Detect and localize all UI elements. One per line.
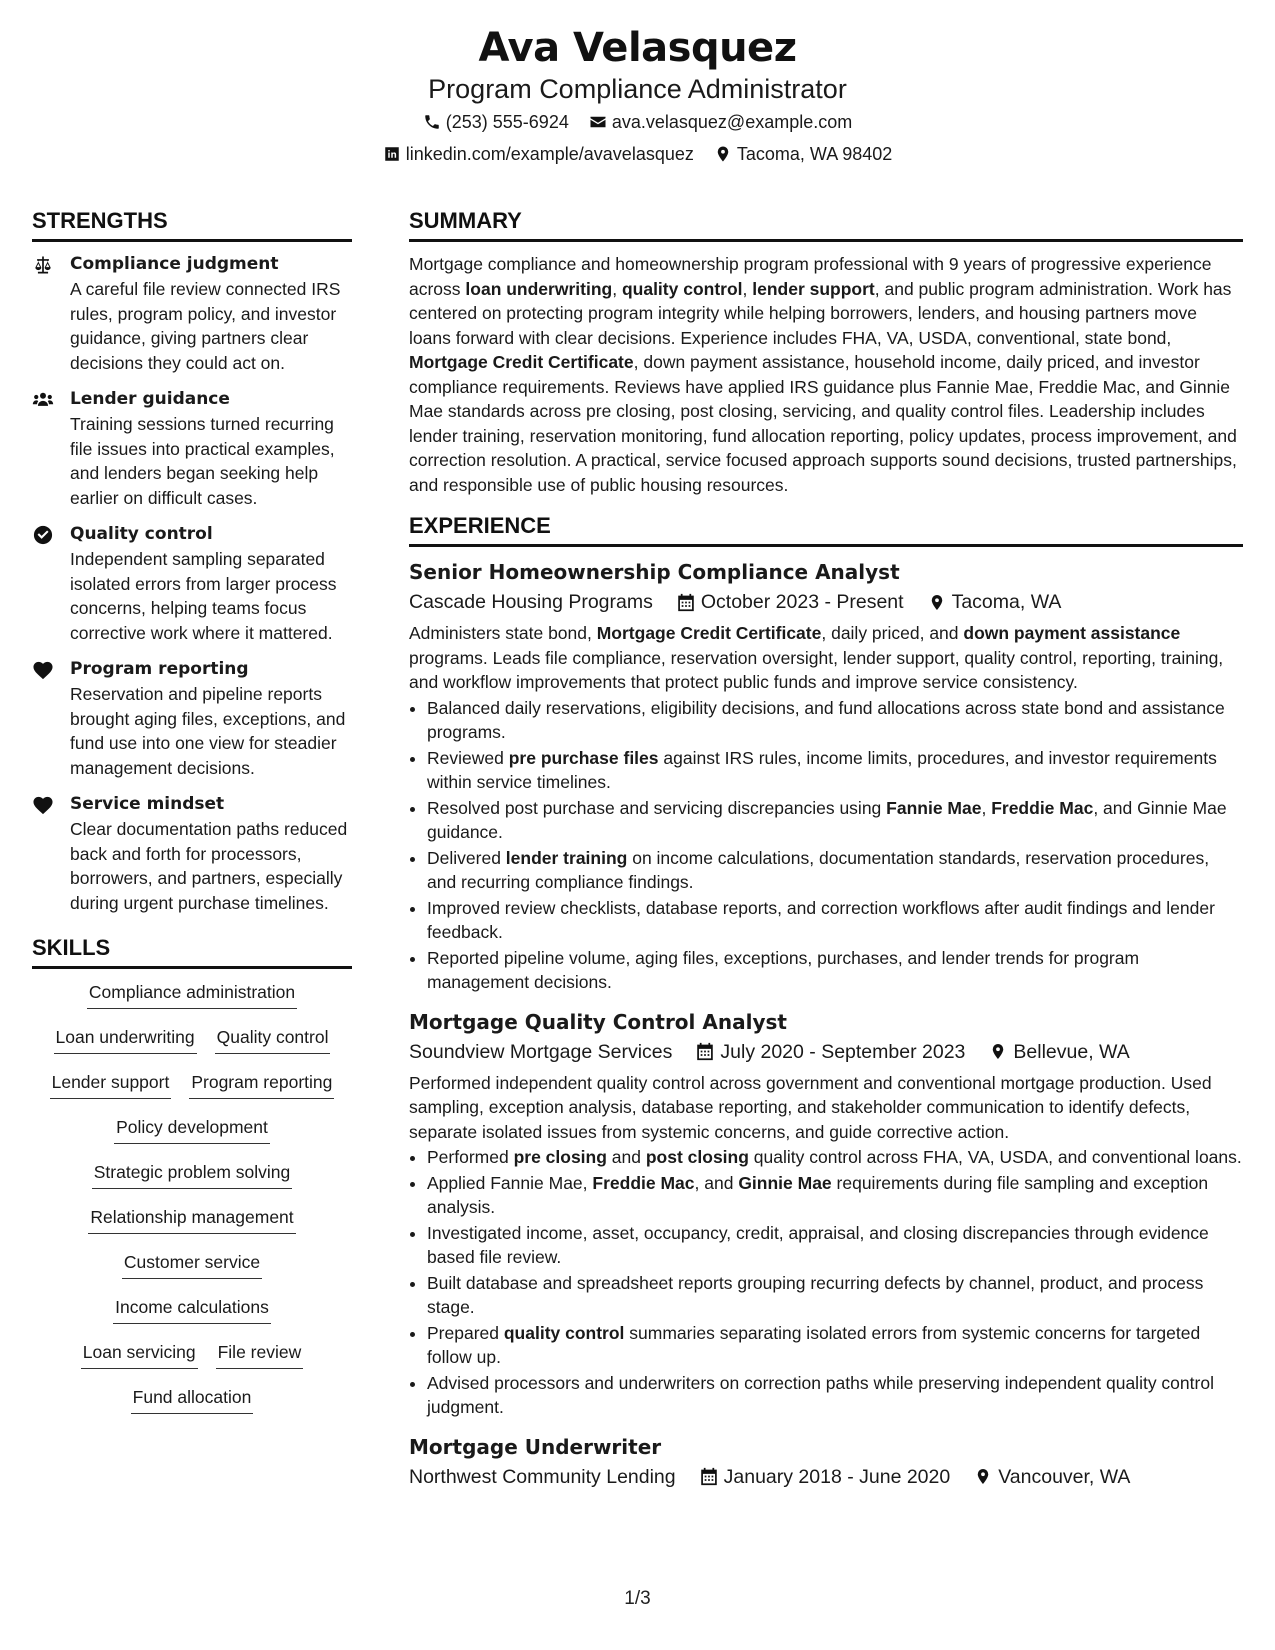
email-item[interactable] (589, 106, 852, 138)
job-location: Vancouver, WA (998, 1465, 1131, 1488)
job-bullet: • Built database and spreadsheet reports grouping recurring defects by channel, product, and process stage. (427, 1271, 1243, 1320)
skill-row (32, 1114, 352, 1159)
job-meta (409, 1037, 1243, 1067)
bold-text: lender training (505, 847, 628, 868)
bold-text: quality control (503, 1322, 625, 1343)
job-bullet: • Delivered lender training on income calculations, documentation standards, reservation procedures, and recurring compliance findings. (427, 846, 1243, 895)
job-dates: January 2018 - June 2020 (723, 1465, 951, 1488)
job-bullet: • Reviewed pre purchase files against IRS rules, income limits, procedures, and investor requirements within service timelines. (427, 746, 1243, 795)
strength-item (32, 387, 352, 510)
job-title: Mortgage Underwriter (409, 1434, 662, 1459)
bold-text: Mortgage Credit Certificate (596, 623, 822, 643)
job-company: Soundview Mortgage Services (409, 1040, 673, 1063)
calendar-icon (677, 593, 695, 612)
skill-tag: Customer service (122, 1249, 262, 1279)
bold-text: quality control (621, 278, 743, 299)
heart-icon (32, 792, 70, 915)
skills-list (32, 979, 352, 1429)
skill-tag: Compliance administration (87, 979, 297, 1009)
job-description: Administers state bond, Mortgage Credit Certificate, daily priced, and down payment assistance programs. Leads file compliance, reservation oversight, lender support, quality control, reporting, training, and workflow improvements that protect public funds and improve service consistency. (409, 623, 1224, 692)
skill-row (32, 1339, 352, 1384)
summary-heading: SUMMARY (409, 206, 1243, 242)
contact-row-2 (0, 138, 1275, 170)
strength-title: Service mindset (70, 794, 225, 814)
strength-item (32, 522, 352, 645)
map-pin-icon (928, 593, 946, 612)
job-entry (409, 557, 1243, 995)
strength-text: A careful file review connected IRS rules, program policy, and investor guidance, giving partners clear decisions they could act on. (70, 279, 341, 373)
candidate-name: Ava Velasquez (478, 25, 797, 71)
job-title: Mortgage Quality Control Analyst (409, 1009, 787, 1034)
skill-tag: Policy development (114, 1114, 270, 1144)
job-entry (409, 1007, 1243, 1420)
page-number: 1/3 (624, 1588, 651, 1609)
bold-text: Fannie Mae (886, 797, 982, 818)
strength-title: Program reporting (70, 659, 249, 679)
jobs-list (409, 557, 1243, 1492)
job-bullet: • Performed pre closing and post closing quality control across FHA, VA, USDA, and conventional loans. (427, 1145, 1243, 1170)
bold-text: Ginnie Mae (738, 1172, 832, 1193)
skill-tag: Income calculations (113, 1294, 271, 1324)
check-circle-icon (32, 522, 70, 645)
right-column (409, 206, 1243, 1504)
bold-text: pre closing (513, 1147, 607, 1167)
linkedin-link[interactable]: linkedin.com/example/avavelasquez (405, 144, 694, 164)
skill-tag: File review (216, 1339, 304, 1369)
calendar-icon (696, 1042, 714, 1061)
strength-item (32, 252, 352, 375)
strengths-list (32, 252, 352, 915)
job-bullet: • Improved review checklists, database reports, and correction workflows after audit findings and lender feedback. (427, 896, 1243, 945)
strength-title: Compliance judgment (70, 254, 279, 274)
calendar-icon (700, 1467, 718, 1486)
strength-text: Independent sampling separated isolated errors from larger process concerns, helping teams focus corrective work where it mattered. (70, 549, 337, 643)
envelope-icon (589, 113, 607, 131)
experience-heading: EXPERIENCE (409, 511, 1243, 547)
linkedin-item[interactable] (383, 138, 694, 170)
skill-tag: Fund allocation (131, 1384, 254, 1414)
location-item (714, 138, 892, 170)
candidate-title: Program Compliance Administrator (428, 74, 847, 104)
job-bullets (409, 1145, 1243, 1420)
map-pin-icon (714, 145, 732, 163)
job-entry (409, 1432, 1243, 1492)
skill-row (32, 1069, 352, 1114)
skill-tag: Program reporting (189, 1069, 334, 1099)
strength-title: Quality control (70, 524, 213, 544)
strength-text: Reservation and pipeline reports brought aging files, exceptions, and fund use into one view for steadier management decisions. (70, 684, 346, 778)
summary-text: Mortgage compliance and homeownership program professional with 9 years of progressive experience across loan underwriting, quality control, lender support, and public program administration. Work has centered on protecting program integrity while helping borrowers, lenders, and housing partners move loans forward with clear decisions. Experience includes FHA, VA, USDA, conventional, state bond, Mortgage Credit Certificate, down payment assistance, household income, daily priced, and investor compliance requirements. Reviews have applied IRS guidance plus Fannie Mae, Freddie Mac, and Ginnie Mae standards across pre closing, post closing, servicing, and quality control files. Leadership includes lender training, reservation monitoring, fund allocation reporting, policy updates, process improvement, and correction resolution. A practical, service focused approach supports sound decisions, trusted partnerships, and responsible use of public housing resources. (409, 254, 1237, 495)
job-title: Senior Homeownership Compliance Analyst (409, 560, 900, 584)
bold-text: pre purchase files (508, 747, 659, 768)
strength-title: Lender guidance (70, 389, 230, 409)
job-bullet: • Applied Fannie Mae, Freddie Mac, and Ginnie Mae requirements during file sampling and exception analysis. (427, 1171, 1243, 1220)
skill-tag: Lender support (50, 1069, 172, 1099)
bold-text: Freddie Mac (592, 1172, 695, 1193)
bold-text: down payment assistance (963, 623, 1181, 643)
bold-text: loan underwriting (465, 278, 613, 299)
job-location: Tacoma, WA (951, 591, 1062, 613)
skill-row (32, 1249, 352, 1294)
job-dates: July 2020 - September 2023 (720, 1040, 966, 1063)
location-text: Tacoma, WA 98402 (736, 144, 893, 164)
skill-row (32, 1159, 352, 1204)
linkedin-icon (383, 145, 401, 163)
resume-header (0, 22, 1275, 170)
email-link[interactable]: ava.velasquez@example.com (611, 112, 853, 132)
job-company: Northwest Community Lending (409, 1465, 676, 1488)
skill-row (32, 979, 352, 1024)
map-pin-icon (974, 1467, 992, 1486)
map-pin-icon (989, 1042, 1007, 1061)
left-column (32, 206, 352, 1429)
skill-tag: Quality control (215, 1024, 331, 1054)
job-bullet: • Advised processors and underwriters on correction paths while preserving independent quality control judgment. (427, 1371, 1243, 1420)
skill-row (32, 1204, 352, 1249)
job-meta (409, 1462, 1243, 1492)
job-location: Bellevue, WA (1013, 1040, 1130, 1063)
skill-tag: Loan servicing (81, 1339, 198, 1369)
job-bullet: • Balanced daily reservations, eligibility decisions, and fund allocations across state bond and assistance programs. (427, 696, 1243, 745)
phone-text: (253) 555-6924 (445, 112, 569, 132)
job-bullet: • Resolved post purchase and servicing discrepancies using Fannie Mae, Freddie Mac, and Ginnie Mae guidance. (427, 796, 1243, 845)
strengths-heading: STRENGTHS (32, 206, 352, 242)
phone-icon (423, 113, 441, 131)
strength-text: Clear documentation paths reduced back and forth for processors, borrowers, and partners, especially during urgent purchase timelines. (70, 819, 348, 913)
skill-tag: Strategic problem solving (92, 1159, 292, 1189)
skill-row (32, 1384, 352, 1429)
bold-text: post closing (645, 1147, 749, 1167)
strength-item (32, 792, 352, 915)
strength-item (32, 657, 352, 780)
skills-heading: SKILLS (32, 933, 352, 969)
skill-tag: Loan underwriting (54, 1024, 197, 1054)
bold-text: Freddie Mac (991, 797, 1094, 818)
contact-row-1 (0, 106, 1275, 138)
job-bullets (409, 696, 1243, 995)
job-bullet: • Investigated income, asset, occupancy, credit, appraisal, and closing discrepancies through evidence based file review. (427, 1221, 1243, 1270)
skill-tag: Relationship management (88, 1204, 295, 1234)
job-bullet: • Prepared quality control summaries separating isolated errors from systemic concerns for targeted follow up. (427, 1321, 1243, 1370)
bold-text: lender support (752, 278, 875, 299)
bold-text: Mortgage Credit Certificate (409, 352, 634, 372)
users-icon (32, 387, 70, 510)
heart-icon (32, 657, 70, 780)
job-dates: October 2023 - Present (700, 591, 904, 613)
skill-row (32, 1294, 352, 1339)
skill-row (32, 1024, 352, 1069)
phone-item (423, 106, 569, 138)
job-description: Performed independent quality control across government and conventional mortgage production. Used sampling, exception analysis, database reporting, and stakeholder communication to identify defects, separate isolated issues from systemic concerns, and guide corrective action. (409, 1072, 1212, 1142)
job-company: Cascade Housing Programs (409, 591, 653, 613)
strength-text: Training sessions turned recurring file issues into practical examples, and lenders began seeking help earlier on difficult cases. (70, 414, 335, 508)
job-meta (409, 587, 1243, 617)
scale-icon (32, 252, 70, 375)
job-bullet: • Reported pipeline volume, aging files, exceptions, purchases, and lender trends for program management decisions. (427, 946, 1243, 995)
